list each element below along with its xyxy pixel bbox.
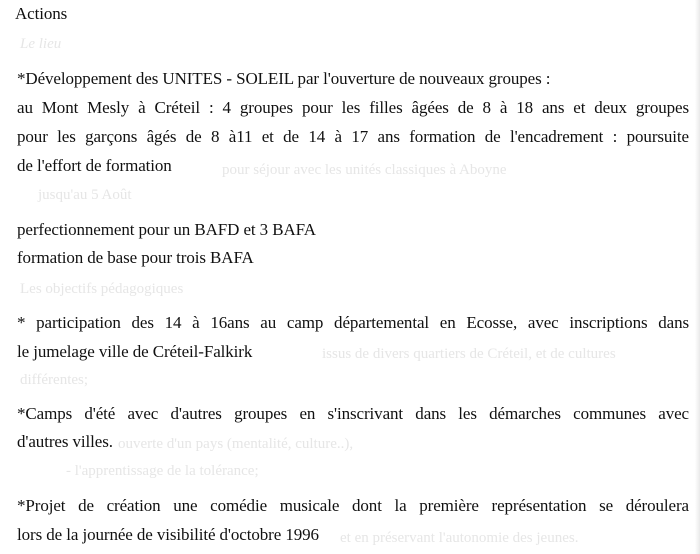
bleed-text: pour séjour avec les unités classiques à Aboyne xyxy=(222,162,507,178)
bleed-text: - l'apprentissage de la tolérance; xyxy=(66,463,259,479)
bleed-text: issus de divers quartiers de Créteil, et de cultures xyxy=(322,346,616,362)
text-line: le jumelage ville de Créteil-Falkirk xyxy=(17,342,253,361)
bleed-text: différentes; xyxy=(20,372,89,388)
text-line: *Projet de création une comédie musicale dont la première représentation se déroulera xyxy=(17,496,689,515)
text-line: pour les garçons âgés de 8 à11 et de 14 à 17 ans formation de l'encadrement : poursuite xyxy=(17,127,689,146)
text-line: * participation des 14 à 16ans au camp départemental en Ecosse, avec inscriptions dans xyxy=(17,313,689,332)
bleed-text: jusqu'au 5 Août xyxy=(38,187,132,203)
bleed-text: et en préservant l'autonomie des jeunes. xyxy=(340,530,579,546)
text-line: lors de la journée de visibilité d'octobre 1996 xyxy=(17,525,319,544)
section-heading: Actions xyxy=(15,4,68,23)
text-line: de l'effort de formation xyxy=(17,156,172,175)
text-line: *Développement des UNITES - SOLEIL par l'ouverture de nouveaux groupes : xyxy=(17,69,551,88)
text-line: d'autres villes. xyxy=(17,432,113,451)
text-line: perfectionnement pour un BAFD et 3 BAFA xyxy=(17,220,316,239)
text-line: *Camps d'été avec d'autres groupes en s'inscrivant dans les démarches communes avec xyxy=(17,404,689,423)
bleed-text: Les objectifs pédagogiques xyxy=(20,281,184,297)
text-line: au Mont Mesly à Créteil : 4 groupes pour les filles âgées de 8 à 18 ans et deux groupes xyxy=(17,98,689,117)
bleed-text: Le lieu xyxy=(20,36,62,52)
text-line: formation de base pour trois BAFA xyxy=(17,248,254,267)
bleed-text: ouverte d'un pays (mentalité, culture..), xyxy=(118,436,354,452)
scan-edge-shadow xyxy=(695,0,700,554)
